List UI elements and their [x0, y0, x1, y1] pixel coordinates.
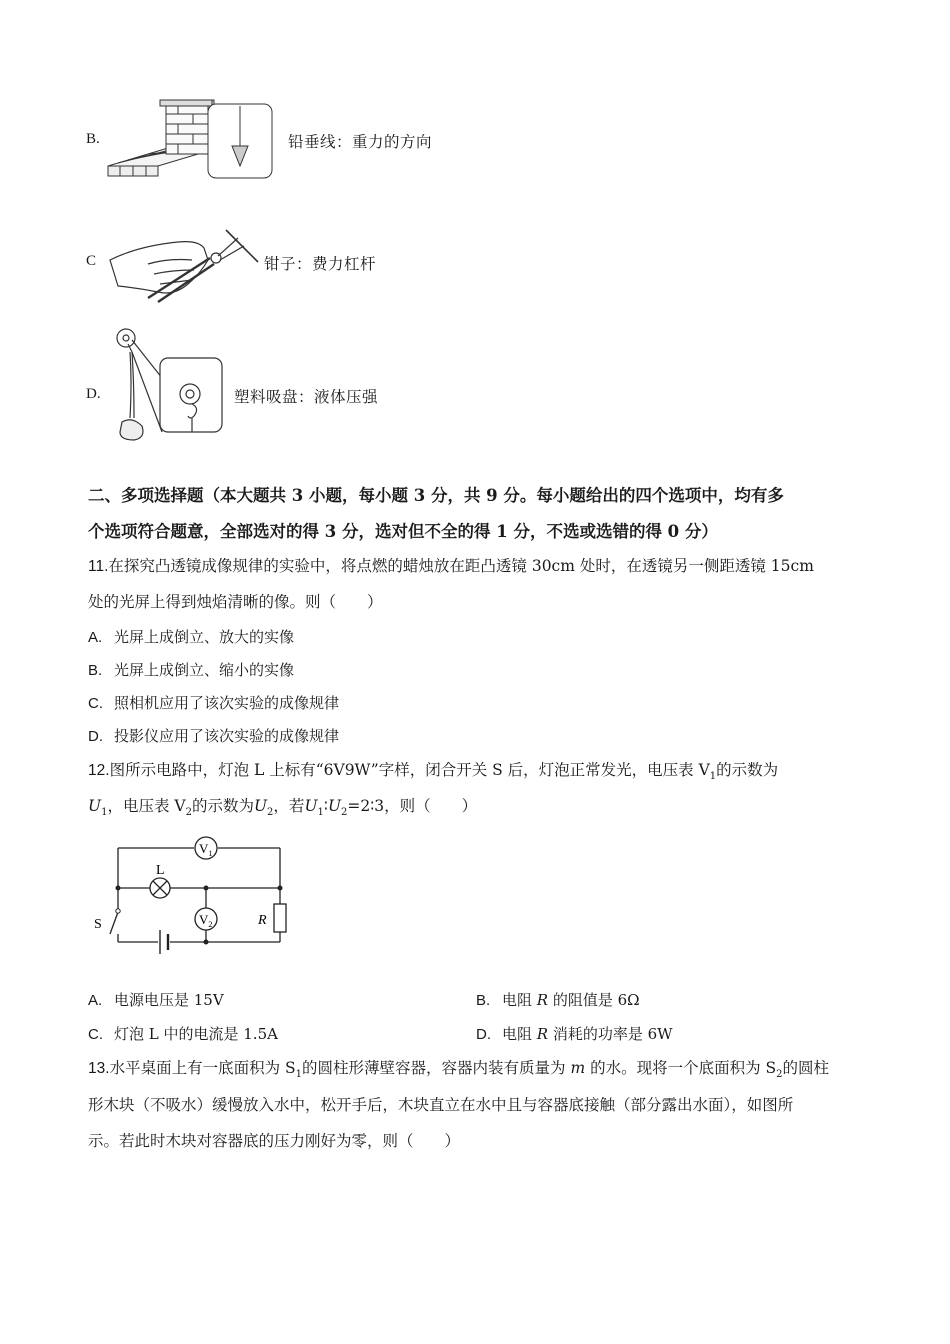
option-b-caption: 铅垂线：重力的方向 — [288, 133, 433, 151]
option-letter-c: C — [86, 253, 97, 269]
question-12-line2: $U_1$，电压表 $V_2$的示数为$U_2$，若$U_1∶U_2=2∶3$，则（ ） — [88, 797, 478, 819]
suction-cup-illustration — [112, 322, 227, 452]
question-13-line1: 13.水平桌面上有一底面积为 $S_1$的圆柱形薄壁容器，容器内装有质量为 m 的水。现将一个底面积为 $S_2$的圆柱 — [88, 1059, 830, 1081]
option-letter-b: B. — [86, 131, 100, 147]
question-12-option-b[interactable]: B. 电阻 R 的阻值是 6Ω — [476, 991, 640, 1009]
plumb-line-illustration — [108, 96, 278, 188]
question-11-option-c[interactable]: C. 照相机应用了该次实验的成像规律 — [88, 694, 340, 712]
circuit-diagram — [90, 830, 300, 964]
question-11-line2: 处的光屏上得到烛焰清晰的像。则（ ） — [88, 593, 383, 611]
pliers-illustration — [108, 222, 268, 308]
section-2-header-line2: 个选项符合题意，全部选对的得 3 分，选对但不全的得 1 分，不选或选错的得 0 分） — [88, 522, 718, 541]
question-12-option-a[interactable]: A. 电源电压是 15V — [88, 991, 224, 1009]
lamp-label: L — [156, 863, 165, 878]
resistor-label: R — [258, 913, 267, 928]
option-c-caption: 钳子：费力杠杆 — [264, 255, 377, 273]
option-d-caption: 塑料吸盘：液体压强 — [234, 388, 379, 406]
v2-label: $V_2$ — [199, 912, 213, 929]
option-letter-d: D. — [86, 386, 101, 402]
question-11-option-a[interactable]: A. 光屏上成倒立、放大的实像 — [88, 628, 295, 646]
question-12-option-c[interactable]: C. 灯泡 L 中的电流是 1.5A — [88, 1025, 278, 1043]
question-11-option-b[interactable]: B. 光屏上成倒立、缩小的实像 — [88, 661, 295, 679]
question-11-line1: 11.在探究凸透镜成像规律的实验中，将点燃的蜡烛放在距凸透镜 30cm 处时，在透镜另一侧距透镜 15cm — [88, 557, 814, 575]
question-12-line1: 12.图所示电路中，灯泡 L 上标有“6V9W”字样，闭合开关 S 后，灯泡正常发光，电压表 $V_1$的示数为 — [88, 761, 779, 783]
question-13-line2: 形木块（不吸水）缓慢放入水中，松开手后，木块直立在水中且与容器底接触（部分露出水面），如图所 — [88, 1096, 794, 1114]
v1-label: $V_1$ — [199, 841, 213, 858]
question-13-line3: 示。若此时木块对容器底的压力刚好为零，则（ ） — [88, 1132, 461, 1150]
switch-label: S — [94, 917, 102, 932]
section-2-header-line1: 二、多项选择题（本大题共 3 小题，每小题 3 分，共 9 分。每小题给出的四个选项中，均有多 — [88, 486, 784, 505]
question-12-option-d[interactable]: D. 电阻 R 消耗的功率是 6W — [476, 1025, 673, 1043]
question-11-option-d[interactable]: D. 投影仪应用了该次实验的成像规律 — [88, 727, 340, 745]
